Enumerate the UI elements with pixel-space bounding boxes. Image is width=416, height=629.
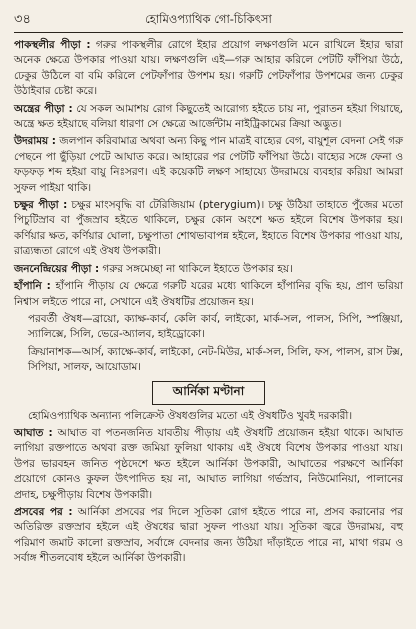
paragraph-text: পরবর্তী ঔষধ—ব্রায়ো, ক্যাক্ষ-কার্ব, কেলি কার্ব, লাইকো, মার্ক-সল, পালস, সিপি, স্পঞ্জিয়া, স্যালিক্সে, সিলি, ভেরে-অ্যালব, হাইড্রোকো। <box>28 312 403 341</box>
page-body <box>14 38 403 567</box>
page-header <box>14 10 403 30</box>
paragraph-term: উদরাময় : <box>14 135 56 148</box>
running-title: হোমিওপ্যাথিক গো-চিকিৎসা <box>145 12 272 26</box>
paragraph-term: চক্ষুর পীড়া : <box>14 199 68 212</box>
paragraph-term: হাঁপানি : <box>14 280 51 293</box>
paragraph <box>14 38 403 100</box>
paragraph-text: হাঁপানি পীড়ায় যে ক্ষেত্রে গরুটি যরের মধ্যে থাকিলে হাঁপানির বৃদ্ধি হয়, প্রাণ ভরিয়া নিশ্বাস লইতে পারে না, সেখানে এই ঔষধটির প্রয়োজন হয়। <box>14 280 403 308</box>
paragraph <box>14 279 403 310</box>
paragraph <box>14 198 403 260</box>
header-rule <box>14 32 403 33</box>
section-heading <box>14 380 403 405</box>
paragraph-term: জননেন্দ্রিয়ের পীড়া : <box>14 262 100 275</box>
paragraph-text: হোমিওপ্যাথিক অন্যান্য পলিক্রেস্ট ঔষধগুলির মতো এই ঔষধটিও খুবই দরকারী। <box>28 409 353 422</box>
paragraph-text: ক্রিয়ানাশক—আর্স, ক্যাক্ষে-কার্ব, লাইকো, নেট-মিউর, মার্ক-সল, সিলি, ফস, পালস, রাস টক্স, সিপিয়া, সালফ, আয়োডাম। <box>28 345 403 374</box>
paragraph-text: গরুর পাকস্থলীর রোগে ইহার প্রয়োগ লক্ষণগুলি মনে রাখিলে ইহার দ্বারা অনেক ক্ষেত্রে উপকার পাওয়া যায়। লক্ষণগুলি এই—গরু আহার করিলে পেটটি ফাঁপিয়া উঠে, ঢেকুর উঠিলে বা বমি করিলে পেটফাঁপার উপশম হয়। গরুটি পেটফাঁপার উপশমের জন্য ঢেকুর উঠাইবার চেষ্টা করে। <box>14 39 403 98</box>
paragraph-text: আর্নিকা প্রসবের পর দিলে সূতিকা রোগ হইতে পারে না, প্রসব করানোর পর অতিরিক্ত রক্তস্রাব হইলে এই ঔষধের দ্বারা সুফল পাওয়া যায়। সূতিকা জ্বরে উদরাময়, বহু পরিমাণ জমাট কালো রক্তস্রাব, সর্বাঙ্গে বেদনার জন্য উঠিয়া দাঁড়াইতে পারে না, মাথা গরম ও সর্বাঙ্গ শীতলবোধ হইলে আর্নিকা উপকারী। <box>14 505 403 565</box>
paragraph-term: প্রসবের পর : <box>14 505 73 518</box>
paragraph <box>14 134 403 196</box>
paragraph-term: অন্ত্রের পীড়া : <box>14 102 73 115</box>
paragraph <box>14 345 403 376</box>
paragraph <box>14 409 403 424</box>
paragraph-text: চক্ষুর মাংসবৃদ্ধি বা টেরিজিয়াম (pterygium)। চক্ষু উঠিয়া তাহাতে পুঁজের মতো পিচুটিস্রাব বা পুঁজস্রাব হইতে থাকিলে, চক্ষুর কোন অংশে ক্ষত হইলে বিশেষ উপকার হয়। কর্ণিয়ার ক্ষত, কর্ণিয়ার ঘোলা, চক্ষুপাতা শোথভাবাপন্ন হইলে, ইহাতে বিশেষ উপকার পাওয়া যায়, রাত্র্যন্ধতা রোগে এই ঔষধ উপকারী। <box>14 199 404 258</box>
paragraph <box>14 505 403 567</box>
section-title: আর্নিকা মণ্টানা <box>152 381 265 405</box>
paragraph-text: যে সকল আমাশয় রোগ কিছুতেই আরোগ্য হইতে চায় না, পুরাতন হইয়া গিয়াছে, অন্ত্রে ক্ষত হইয়াছে বলিয়া ধারণা সে ক্ষেত্রে আর্জেন্টাম নাইট্রিকামের ক্রিয়া অদ্ভুত। <box>14 102 404 131</box>
paragraph-term: পাকস্থলীর পীড়া : <box>14 39 91 51</box>
page-number: ৩৪ <box>14 12 31 27</box>
paragraph-text: জলপান করিবামাত্র অথবা অন্য কিছু পান মাত্রই বাহ্যের বেগ, বায়ুশূল বেদনা সেই গরু পেছনে পা ছুঁড়িয়া পেটে আঘাত করে। আহারের পর পেটটি ফাঁপিয়া উঠে। বাহ্যের সঙ্গে ফেনা ও ফড়ফড় শব্দ হইয়া বায়ু নিঃসরণ। এই কয়েকটি লক্ষণ সাহায্যে উদরাময়ে ব্যবহার করিয়া আমরা সুফল পাইয়া থাকি। <box>14 135 403 194</box>
paragraph <box>14 426 403 503</box>
paragraph-term: আঘাত : <box>14 426 53 439</box>
paragraph-text: গরুর সঙ্গমেচ্ছা না থাকিলে ইহাতে উপকার হয়। <box>99 262 293 275</box>
paragraph-text: আঘাত বা পতনজনিত যাবতীয় পীড়ায় এই ঔষধটি প্রয়োজন হইয়া থাকে। আঘাত লাগিয়া রক্তপাতে অথবা রক্ত জমিয়া ফুলিয়া থাকায় এই ঔষধে বিশেষ উপকার পাওয়া যায়। উপর ভারবহন জনিত পৃষ্ঠদেশে ক্ষত হইলে আর্নিকা উপকারী, আঘাতের পরক্ষণে আর্নিকা প্রয়োগে কোনও কুফল উৎপাদিত হয় না, আঘাত লাগিয়া গর্ভস্রাব, নিউমোনিয়া, পালানের প্রদাহ, চক্ষুপীড়ায় বিশেষ উপকারী। <box>14 426 403 501</box>
paragraph <box>14 102 403 133</box>
paragraph <box>14 312 403 343</box>
paragraph <box>14 262 403 277</box>
